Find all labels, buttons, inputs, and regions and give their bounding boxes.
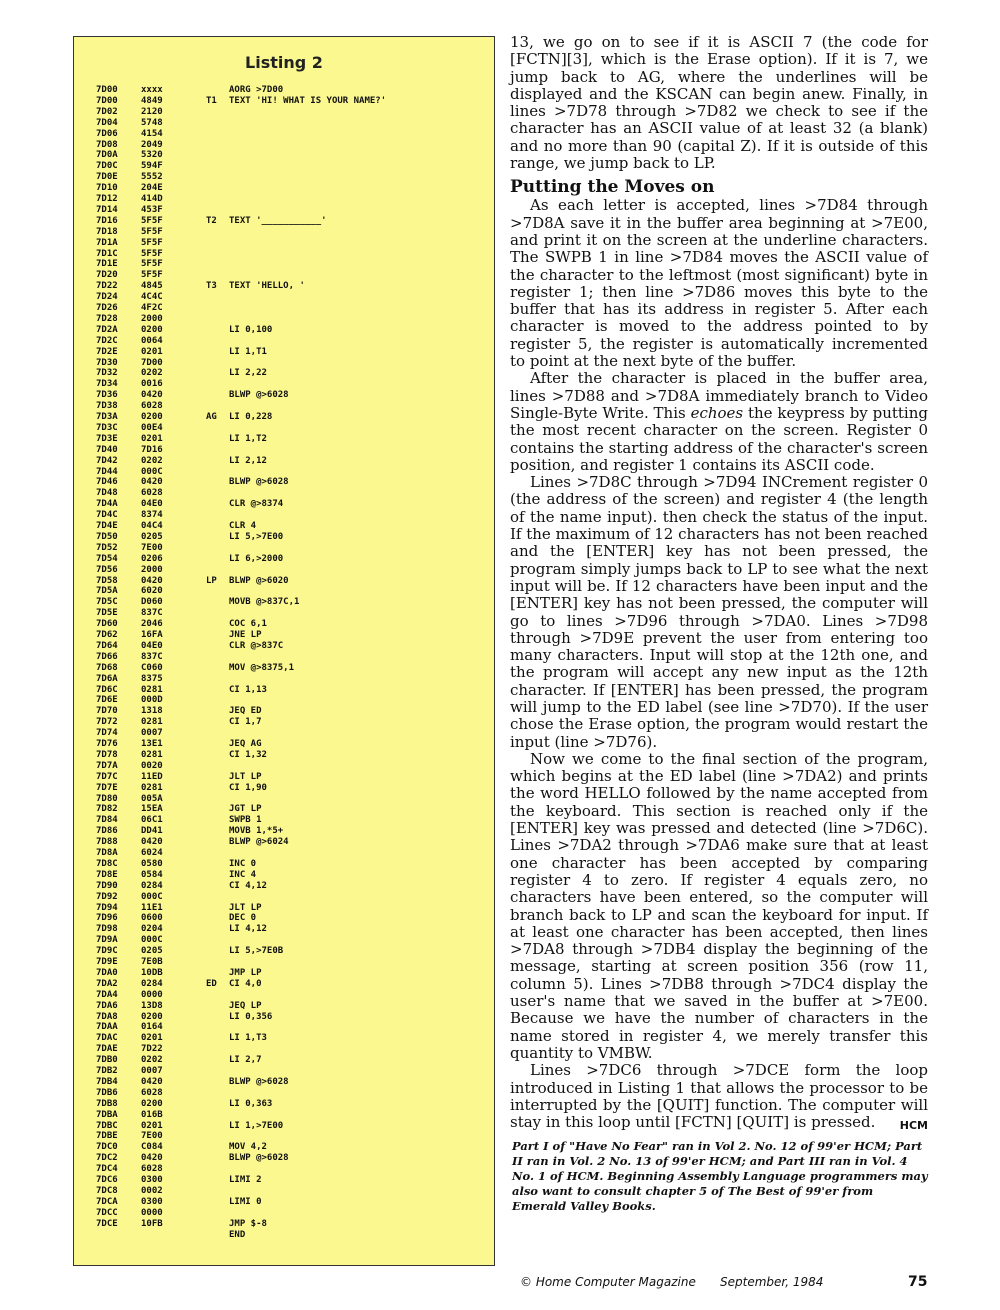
code-value: 0420 bbox=[141, 837, 163, 848]
code-instruction: JNE LP bbox=[229, 630, 262, 640]
code-address: 7D6C bbox=[96, 684, 118, 695]
code-address: 7D7E bbox=[96, 782, 118, 793]
code-address: 7DAA bbox=[96, 1022, 118, 1033]
code-value: 0007 bbox=[141, 728, 163, 739]
code-instruction: JLT LP bbox=[229, 902, 262, 913]
code-value: 5F5F bbox=[141, 248, 163, 259]
code-value: 4F2C bbox=[141, 303, 163, 313]
series-note: Part I of "Have No Fear" ran in Vol 2. No. 12 of 99'er HCM; Part II ran in Vol. 2 No. 13 of 99'er HCM; and Part III ran in Vol. 4 No. 1 of HCM. Beginning Assembly Language programmers may also want to consult chapter 5 of The Best of 99'er from Emerald Valley Books. bbox=[512, 1139, 928, 1214]
code-address: 7D8C bbox=[96, 858, 118, 869]
paragraph-text: the keypress by putting the most recent character on the screen. Register 0 contains the starting address of the character's screen position, and register 1 contains its ASCII code. bbox=[510, 403, 928, 474]
code-value: 4849 bbox=[141, 95, 163, 106]
code-address: 7D1A bbox=[96, 237, 118, 248]
code-value: 15EA bbox=[141, 804, 163, 815]
code-instruction: COC 6,1 bbox=[229, 619, 267, 630]
code-address: 7D4C bbox=[96, 510, 118, 521]
code-value: 0281 bbox=[141, 684, 163, 695]
code-instruction: CI 1,13 bbox=[229, 684, 267, 695]
code-address: 7D10 bbox=[96, 183, 118, 194]
code-value: 7E0B bbox=[141, 957, 163, 967]
listing-title: Listing 2 bbox=[245, 53, 323, 72]
code-value: 0420 bbox=[141, 390, 163, 401]
code-instruction: INC 4 bbox=[229, 869, 257, 880]
code-instruction: INC 0 bbox=[229, 858, 257, 869]
code-value: 0200 bbox=[141, 1098, 163, 1109]
code-address: 7D00 bbox=[96, 85, 118, 95]
code-address: 7D7A bbox=[96, 760, 118, 771]
code-value: 5320 bbox=[141, 150, 163, 161]
code-address: 7DCC bbox=[96, 1207, 118, 1218]
code-instruction: DEC 0 bbox=[229, 913, 257, 924]
code-value: 0420 bbox=[141, 575, 163, 586]
code-value: 0205 bbox=[141, 946, 163, 957]
paragraph-text: After the character is placed in the buffer area, lines >7D88 and >7D8A immediately branch to Video Single-Byte Write. This bbox=[510, 369, 928, 422]
code-address: 7D3C bbox=[96, 422, 118, 433]
code-instruction: LI 1,T1 bbox=[229, 346, 267, 357]
code-value: 8374 bbox=[141, 510, 163, 521]
code-instruction: LI 6,>2000 bbox=[229, 553, 284, 564]
code-address: 7D42 bbox=[96, 455, 118, 466]
code-value: 0202 bbox=[141, 455, 163, 466]
code-address: 7DCE bbox=[96, 1218, 118, 1229]
page-number: 75 bbox=[908, 1274, 928, 1290]
code-value: 13E1 bbox=[141, 739, 163, 749]
code-instruction: LI 2,22 bbox=[229, 368, 267, 379]
code-address: 7DC0 bbox=[96, 1142, 118, 1153]
code-address: 7D7C bbox=[96, 771, 118, 782]
code-value: 7D00 bbox=[141, 357, 163, 368]
code-address: 7D16 bbox=[96, 215, 118, 226]
footer-date: September, 1984 bbox=[720, 1275, 824, 1289]
code-address: 7D90 bbox=[96, 880, 118, 891]
code-value: 0300 bbox=[141, 1175, 163, 1185]
code-address: 7D70 bbox=[96, 706, 118, 717]
code-address: 7D94 bbox=[96, 902, 118, 913]
code-value: 0580 bbox=[141, 858, 163, 869]
code-address: 7D0C bbox=[96, 161, 118, 172]
code-address: 7DBA bbox=[96, 1109, 118, 1120]
code-instruction: CI 1,7 bbox=[229, 717, 262, 728]
code-instruction: JEQ ED bbox=[229, 706, 262, 717]
code-value: 594F bbox=[141, 161, 163, 172]
code-value: 000C bbox=[141, 935, 163, 946]
code-address: 7D56 bbox=[96, 564, 118, 575]
code-address: 7D26 bbox=[96, 303, 118, 313]
code-address: 7D48 bbox=[96, 488, 118, 499]
code-value: 5F5F bbox=[141, 215, 163, 226]
code-value: 0300 bbox=[141, 1196, 163, 1207]
code-value: 5748 bbox=[141, 117, 163, 128]
code-address: 7D50 bbox=[96, 531, 118, 542]
code-address: 7D06 bbox=[96, 128, 118, 139]
code-instruction: JMP $-8 bbox=[229, 1218, 267, 1229]
code-value: 10DB bbox=[141, 967, 163, 978]
code-address: 7DBE bbox=[96, 1131, 118, 1142]
code-value: 0420 bbox=[141, 1153, 163, 1164]
article-paragraph: Lines >7D8C through >7D94 INCrement register 0 (the address of the screen) and register 4 (the length of the name input). then check the status of the input. If the maximum of 12 characters has not been reached and the [ENTER] key has not been pressed, the program simply jumps back to LP to see what the next input will be. If 12 characters have been input and the [ENTER] key has not been pressed, the computer will go to lines >7D96 through >7DA0. Lines >7D98 through >7D9E prevent the user from entering too many characters. Input will stop at the 12th one, and the program will accept any new input as the 12th character. If [ENTER] has been pressed, the program will jump to the ED label (see line >7D70). If the user chose the Erase option, the program would restart the input (line >7D76). bbox=[510, 473, 929, 751]
code-address: 7D98 bbox=[96, 924, 118, 935]
code-instruction: MOV 4,2 bbox=[229, 1142, 267, 1153]
code-address: 7D12 bbox=[96, 194, 118, 204]
code-value: 0002 bbox=[141, 1185, 163, 1196]
code-address: 7D02 bbox=[96, 106, 118, 117]
code-address: 7D46 bbox=[96, 477, 118, 488]
code-address: 7D44 bbox=[96, 466, 118, 477]
code-instruction: JEQ LP bbox=[229, 1000, 262, 1011]
article-paragraph: As each letter is accepted, lines >7D84 through >7D8A save it in the buffer area beginning at >7E00, and print it on the screen at the underline characters. The SWPB 1 in line >7D84 moves the ASCII value of the character to the leftmost (most significant) byte in register 1; then line >7D86 moves this byte to the buffer that has its address in register 5. After each character is moved to the address pointed to by register 5, the register is automatically incremented to point at the next byte of the buffer. bbox=[510, 196, 928, 371]
code-address: 7D76 bbox=[96, 739, 118, 749]
code-address: 7D14 bbox=[96, 204, 118, 215]
code-value: 2000 bbox=[141, 564, 163, 575]
article-paragraph: 13, we go on to see if it is ASCII 7 (the code for [FCTN][3], which is the Erase option). If it is 7, we jump back to AG, where the underlines will be displayed and the KSCAN can begin anew. Finally, in lines >7D78 through >7D82 we check to see if the character has an ASCII value of at least 32 (a blank) and no more than 90 (capital Z). If it is outside of this range, we jump back to LP. bbox=[510, 33, 928, 173]
code-address: 7D30 bbox=[96, 357, 118, 368]
code-value: 0201 bbox=[141, 433, 163, 444]
code-address: 7D68 bbox=[96, 662, 118, 673]
code-value: 7D16 bbox=[141, 444, 163, 455]
code-address: 7D0E bbox=[96, 172, 118, 183]
code-value: 2046 bbox=[141, 619, 163, 630]
code-value: C060 bbox=[141, 662, 163, 673]
code-instruction: BLWP @>6020 bbox=[229, 575, 289, 586]
code-value: 414D bbox=[141, 194, 163, 204]
code-value: 000C bbox=[141, 891, 163, 902]
article-paragraph: Now we come to the final section of the program, which begins at the ED label (line >7DA2) and prints the word HELLO followed by the name accepted from the keyboard. This section is reached only if the [ENTER] key was pressed and detected (line >7D6C). Lines >7DA2 through >7DA6 make sure that at least one character has been accepted by comparing register 4 to zero. If register 4 equals zero, no characters have been entered, so the computer will branch back to LP and scan the keyboard for input. If at least one character has been accepted, then lines >7DA8 through >7DB4 display the beginning of the message, starting at screen position 356 (row 11, column 5). Lines >7DB8 through >7DC4 display the user's name that we saved in the buffer at >7E00. Because we have the number of characters in the name stored in register 4, we merely transfer this quantity to VMBW. bbox=[510, 749, 928, 1062]
code-address: 7DC8 bbox=[96, 1185, 118, 1196]
code-address: 7D00 bbox=[96, 95, 118, 106]
code-value: 0007 bbox=[141, 1066, 163, 1076]
code-address: 7D5A bbox=[96, 586, 118, 597]
code-value: 5F5F bbox=[141, 259, 163, 270]
code-address: 7D60 bbox=[96, 619, 118, 630]
code-address: 7D86 bbox=[96, 826, 118, 837]
code-value: 0420 bbox=[141, 477, 163, 488]
code-value: 0584 bbox=[141, 869, 163, 880]
code-instruction: LIMI 2 bbox=[229, 1175, 262, 1185]
code-instruction: AORG >7D00 bbox=[229, 85, 284, 95]
code-value: 0000 bbox=[141, 989, 163, 1000]
code-value: 0284 bbox=[141, 978, 163, 989]
code-address: 7D84 bbox=[96, 815, 118, 826]
code-value: 0600 bbox=[141, 913, 163, 924]
code-address: 7DB0 bbox=[96, 1055, 118, 1066]
code-value: 0281 bbox=[141, 717, 163, 728]
code-instruction: LI 1,T3 bbox=[229, 1033, 267, 1044]
code-value: 4845 bbox=[141, 281, 163, 292]
code-value: 0420 bbox=[141, 1076, 163, 1087]
article-paragraph bbox=[510, 370, 928, 474]
code-address: 7D32 bbox=[96, 368, 118, 379]
code-address: 7DA6 bbox=[96, 1000, 118, 1011]
code-value: 5552 bbox=[141, 172, 163, 183]
code-value: 0016 bbox=[141, 379, 163, 390]
code-value: 6020 bbox=[141, 586, 163, 597]
code-instruction: TEXT '___________' bbox=[229, 215, 327, 226]
code-address: 7D9E bbox=[96, 957, 118, 967]
code-value: 6028 bbox=[141, 1087, 163, 1098]
code-instruction: LI 0,356 bbox=[229, 1011, 273, 1022]
code-instruction: LI 4,12 bbox=[229, 924, 267, 935]
code-instruction: BLWP @>6028 bbox=[229, 477, 289, 488]
code-address: 7D08 bbox=[96, 139, 118, 150]
code-address: 7D8E bbox=[96, 869, 118, 880]
code-value: xxxx bbox=[141, 85, 163, 95]
code-instruction: LI 2,12 bbox=[229, 455, 267, 466]
code-label: LP bbox=[206, 575, 217, 586]
code-value: 5F5F bbox=[141, 270, 163, 281]
code-address: 7DA4 bbox=[96, 989, 118, 1000]
code-value: 453F bbox=[141, 204, 163, 215]
code-value: DD41 bbox=[141, 826, 163, 837]
code-value: 2120 bbox=[141, 106, 163, 117]
code-instruction: MOVB 1,*5+ bbox=[229, 826, 284, 837]
code-label: T3 bbox=[206, 281, 217, 292]
code-address: 7DCA bbox=[96, 1196, 118, 1207]
code-address: 7D8A bbox=[96, 848, 118, 858]
code-label: T1 bbox=[206, 95, 217, 106]
code-address: 7D3A bbox=[96, 412, 118, 422]
code-value: 0202 bbox=[141, 1055, 163, 1066]
code-instruction: SWPB 1 bbox=[229, 815, 262, 826]
code-address: 7D9A bbox=[96, 935, 118, 946]
code-instruction: CLR @>837C bbox=[229, 640, 284, 651]
code-value: 7E00 bbox=[141, 1131, 163, 1142]
code-value: 0200 bbox=[141, 1011, 163, 1022]
code-address: 7D80 bbox=[96, 793, 118, 804]
code-address: 7D6E bbox=[96, 695, 118, 706]
code-address: 7D38 bbox=[96, 401, 118, 412]
code-address: 7D3E bbox=[96, 433, 118, 444]
code-value: 0205 bbox=[141, 531, 163, 542]
code-address: 7D82 bbox=[96, 804, 118, 815]
code-address: 7D64 bbox=[96, 640, 118, 651]
code-instruction: LI 5,>7E0B bbox=[229, 946, 284, 957]
code-value: 4154 bbox=[141, 128, 163, 139]
code-value: 0201 bbox=[141, 1120, 163, 1131]
code-address: 7DAE bbox=[96, 1044, 118, 1055]
code-value: 0202 bbox=[141, 368, 163, 379]
code-value: 0206 bbox=[141, 553, 163, 564]
code-address: 7DA2 bbox=[96, 978, 118, 989]
code-value: 837C bbox=[141, 651, 163, 662]
code-value: 204E bbox=[141, 183, 163, 194]
code-value: 0201 bbox=[141, 346, 163, 357]
code-address: 7D78 bbox=[96, 749, 118, 760]
code-value: D060 bbox=[141, 597, 163, 608]
code-address: 7D66 bbox=[96, 651, 118, 662]
code-address: 7D0A bbox=[96, 150, 118, 161]
code-address: 7DB8 bbox=[96, 1098, 118, 1109]
listing-panel bbox=[73, 36, 495, 1266]
code-value: 10FB bbox=[141, 1218, 163, 1229]
code-instruction: JMP LP bbox=[229, 967, 262, 978]
code-value: 7E00 bbox=[141, 542, 163, 553]
code-value: 2000 bbox=[141, 313, 163, 324]
code-instruction: LI 0,100 bbox=[229, 324, 273, 335]
code-value: 04E0 bbox=[141, 640, 163, 651]
code-instruction: CLR 4 bbox=[229, 521, 257, 531]
code-address: 7D28 bbox=[96, 313, 118, 324]
section-heading: Putting the Moves on bbox=[510, 177, 715, 198]
code-address: 7D22 bbox=[96, 281, 118, 292]
code-instruction: CLR @>8374 bbox=[229, 499, 284, 510]
code-value: 000D bbox=[141, 695, 163, 706]
code-value: 016B bbox=[141, 1109, 163, 1120]
code-address: 7DC6 bbox=[96, 1175, 118, 1185]
code-label: AG bbox=[206, 412, 217, 422]
code-value: 0200 bbox=[141, 412, 163, 422]
end-mark: HCM bbox=[899, 1119, 928, 1133]
code-instruction: TEXT 'HI! WHAT IS YOUR NAME?' bbox=[229, 95, 387, 106]
code-value: 0164 bbox=[141, 1022, 163, 1033]
code-address: 7DBC bbox=[96, 1120, 118, 1131]
code-instruction: CI 1,32 bbox=[229, 749, 267, 760]
code-address: 7D40 bbox=[96, 444, 118, 455]
code-value: 0200 bbox=[141, 324, 163, 335]
code-label: T2 bbox=[206, 215, 217, 226]
code-value: 06C1 bbox=[141, 815, 163, 826]
footer-copyright: © Home Computer Magazine bbox=[520, 1275, 696, 1289]
code-address: 7DAC bbox=[96, 1033, 118, 1044]
code-value: 11ED bbox=[141, 771, 163, 782]
code-address: 7D1E bbox=[96, 259, 118, 270]
code-value: 16FA bbox=[141, 630, 163, 640]
code-value: 04C4 bbox=[141, 521, 163, 531]
code-value: 0201 bbox=[141, 1033, 163, 1044]
article-paragraph bbox=[510, 1062, 928, 1131]
code-instruction: LIMI 0 bbox=[229, 1196, 262, 1207]
code-value: 6028 bbox=[141, 401, 163, 412]
code-value: 1318 bbox=[141, 706, 163, 717]
code-address: 7D92 bbox=[96, 891, 118, 902]
code-value: 8375 bbox=[141, 673, 163, 684]
code-value: 000C bbox=[141, 466, 163, 477]
paragraph-text: Lines >7DC6 through >7DCE form the loop introduced in Listing 1 that allows the processor to be interrupted by the [QUIT] function. The computer will stay in this loop until [FCTN] [QUIT] is pressed. bbox=[510, 1061, 928, 1132]
code-value: 04E0 bbox=[141, 499, 163, 510]
code-instruction: JLT LP bbox=[229, 771, 262, 782]
code-instruction: BLWP @>6028 bbox=[229, 1153, 289, 1164]
code-value: 005A bbox=[141, 793, 163, 804]
code-address: 7DB2 bbox=[96, 1066, 118, 1076]
code-address: 7DB6 bbox=[96, 1087, 118, 1098]
code-value: 11E1 bbox=[141, 902, 163, 913]
code-address: 7D52 bbox=[96, 542, 118, 553]
code-address: 7DC2 bbox=[96, 1153, 118, 1164]
code-instruction: JEQ AG bbox=[229, 739, 262, 749]
code-instruction: LI 1,T2 bbox=[229, 433, 267, 444]
code-value: 0281 bbox=[141, 782, 163, 793]
code-instruction: CI 1,90 bbox=[229, 782, 267, 793]
code-value: 0284 bbox=[141, 880, 163, 891]
code-instruction: MOVB @>837C,1 bbox=[229, 597, 300, 608]
code-value: 0064 bbox=[141, 335, 163, 346]
code-value: 6028 bbox=[141, 1164, 163, 1175]
code-address: 7D5C bbox=[96, 597, 118, 608]
code-address: 7D2E bbox=[96, 346, 118, 357]
code-address: 7D4A bbox=[96, 499, 118, 510]
code-address: 7D34 bbox=[96, 379, 118, 390]
code-address: 7D5E bbox=[96, 608, 118, 619]
code-value: 4C4C bbox=[141, 292, 163, 303]
code-value: 0204 bbox=[141, 924, 163, 935]
code-instruction: BLWP @>6024 bbox=[229, 837, 289, 848]
code-instruction: LI 0,363 bbox=[229, 1098, 273, 1109]
code-address: 7D54 bbox=[96, 553, 118, 564]
code-label: ED bbox=[206, 978, 217, 989]
code-address: 7D04 bbox=[96, 117, 118, 128]
code-address: 7D2A bbox=[96, 324, 118, 335]
code-instruction: LI 5,>7E00 bbox=[229, 531, 284, 542]
code-address: 7DA8 bbox=[96, 1011, 118, 1022]
code-address: 7DA0 bbox=[96, 967, 118, 978]
code-value: C084 bbox=[141, 1142, 163, 1153]
code-instruction: LI 1,>7E00 bbox=[229, 1120, 284, 1131]
code-address: 7D96 bbox=[96, 913, 118, 924]
code-instruction: MOV @>8375,1 bbox=[229, 662, 295, 673]
code-address: 7D20 bbox=[96, 270, 118, 281]
code-value: 0020 bbox=[141, 760, 163, 771]
code-address: 7D18 bbox=[96, 226, 118, 237]
code-value: 837C bbox=[141, 608, 163, 619]
code-instruction: LI 0,228 bbox=[229, 412, 273, 422]
code-address: 7D88 bbox=[96, 837, 118, 848]
code-value: 13D8 bbox=[141, 1000, 163, 1011]
code-address: 7D4E bbox=[96, 521, 118, 531]
code-instruction: END bbox=[229, 1229, 246, 1240]
code-value: 5F5F bbox=[141, 226, 163, 237]
code-value: 00E4 bbox=[141, 422, 163, 433]
code-address: 7D72 bbox=[96, 717, 118, 728]
code-instruction: BLWP @>6028 bbox=[229, 1076, 289, 1087]
code-address: 7D1C bbox=[96, 248, 118, 259]
code-value: 0281 bbox=[141, 749, 163, 760]
code-value: 0000 bbox=[141, 1207, 163, 1218]
code-address: 7D74 bbox=[96, 728, 118, 739]
article-column bbox=[510, 34, 928, 1214]
code-address: 7D62 bbox=[96, 630, 118, 640]
code-address: 7D58 bbox=[96, 575, 118, 586]
code-instruction: JGT LP bbox=[229, 804, 262, 815]
code-value: 2049 bbox=[141, 139, 163, 150]
code-value: 6024 bbox=[141, 848, 163, 858]
code-address: 7D6A bbox=[96, 673, 118, 684]
code-address: 7DC4 bbox=[96, 1164, 118, 1175]
code-address: 7DB4 bbox=[96, 1076, 118, 1087]
code-instruction: CI 4,12 bbox=[229, 880, 267, 891]
code-value: 5F5F bbox=[141, 237, 163, 248]
code-instruction: TEXT 'HELLO, ' bbox=[229, 281, 305, 292]
code-instruction: LI 2,7 bbox=[229, 1055, 262, 1066]
code-address: 7D24 bbox=[96, 292, 118, 303]
code-address: 7D36 bbox=[96, 390, 118, 401]
emphasis-text: echoes bbox=[690, 403, 744, 422]
code-instruction: CI 4,0 bbox=[229, 978, 262, 989]
code-value: 6028 bbox=[141, 488, 163, 499]
code-instruction: BLWP @>6028 bbox=[229, 390, 289, 401]
code-value: 7D22 bbox=[141, 1044, 163, 1055]
code-address: 7D2C bbox=[96, 335, 118, 346]
code-address: 7D9C bbox=[96, 946, 118, 957]
